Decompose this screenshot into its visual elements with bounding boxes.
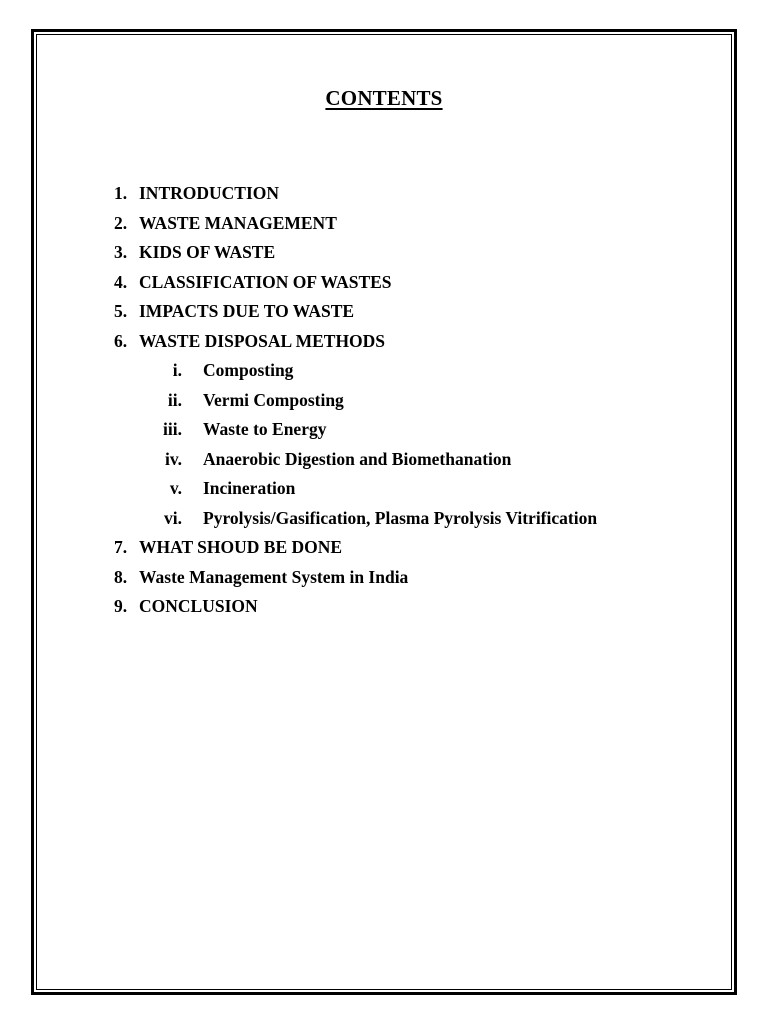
toc-number: 1. (114, 183, 128, 203)
toc-entry-waste-management (0, 211, 768, 241)
toc-number: 7. (114, 537, 128, 557)
toc-subnumber: iii. (163, 419, 182, 439)
toc-label: INTRODUCTION (139, 183, 280, 203)
toc-entry-kids-of-waste (0, 240, 768, 270)
toc-subentry-pyrolysis (0, 506, 768, 536)
toc-label: KIDS OF WASTE (139, 242, 276, 262)
toc-entry-classification-of-wastes (0, 270, 768, 300)
toc-subnumber: iv. (164, 448, 182, 469)
toc-number: 4. (114, 271, 128, 292)
toc-number: 8. (114, 566, 128, 587)
toc-subentry-incineration (0, 476, 768, 506)
toc-number: 6. (114, 330, 128, 351)
toc-subnumber: ii. (167, 389, 182, 410)
toc-label: WASTE MANAGEMENT (139, 212, 337, 233)
toc-sublabel: Composting (203, 360, 294, 380)
page-title: CONTENTS (325, 86, 443, 110)
toc-sublabel: Waste to Energy (203, 419, 327, 439)
toc-entry-impacts-due-to-waste (0, 299, 768, 329)
toc-number: 3. (114, 242, 128, 262)
toc-subentry-anaerobic-digestion (0, 447, 768, 477)
toc-entry-waste-management-india (0, 565, 768, 595)
toc-subnumber: vi. (164, 507, 182, 528)
toc-label: WHAT SHOUD BE DONE (139, 537, 343, 557)
toc-subentry-composting (0, 358, 768, 388)
toc-entry-what-should-be-done (0, 535, 768, 565)
toc-number: 5. (114, 301, 128, 321)
toc-entry-introduction (0, 181, 768, 211)
toc-subnumber: v. (169, 478, 182, 498)
toc-entry-conclusion (0, 594, 768, 624)
toc-subentry-vermi-composting (0, 388, 768, 418)
toc-label: CLASSIFICATION OF WASTES (139, 271, 392, 292)
table-of-contents (0, 181, 768, 624)
toc-label: Waste Management System in India (139, 566, 409, 587)
toc-sublabel: Anaerobic Digestion and Biomethanation (203, 448, 512, 469)
toc-label: IMPACTS DUE TO WASTE (139, 301, 355, 321)
toc-entry-waste-disposal-methods (0, 329, 768, 359)
toc-sublabel: Pyrolysis/Gasification, Plasma Pyrolysis Vitrification (203, 507, 598, 528)
toc-number: 2. (114, 212, 128, 233)
toc-subnumber: i. (172, 360, 182, 380)
toc-number: 9. (114, 596, 128, 616)
toc-label: CONCLUSION (139, 596, 258, 616)
toc-label: WASTE DISPOSAL METHODS (139, 330, 386, 351)
toc-sublabel: Vermi Composting (203, 389, 344, 410)
toc-subentry-waste-to-energy (0, 417, 768, 447)
toc-sublabel: Incineration (203, 478, 296, 498)
